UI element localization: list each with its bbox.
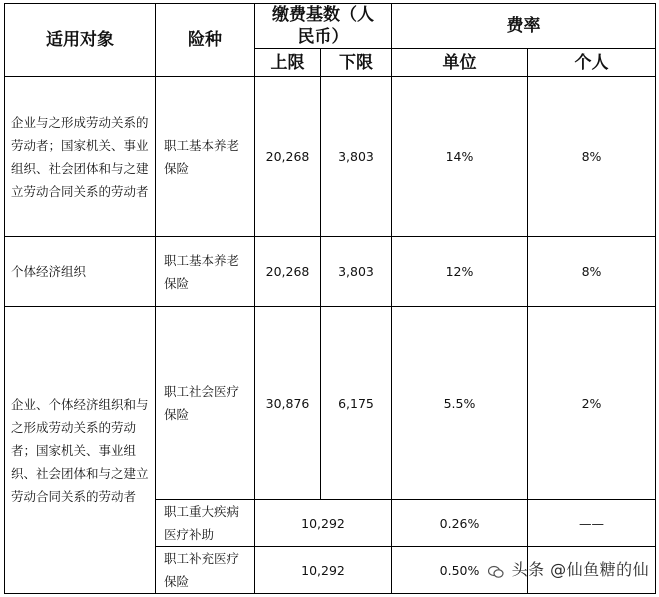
header-individual: 个人 — [528, 49, 656, 77]
individual-rate-cell: 2% — [528, 307, 656, 500]
employer-rate-cell: 0.50% — [392, 547, 528, 594]
lower-cell: 3,803 — [321, 77, 392, 237]
header-upper: 上限 — [255, 49, 321, 77]
employer-rate-cell: 0.26% — [392, 500, 528, 547]
upper-cell: 20,268 — [255, 237, 321, 307]
table-row — [5, 307, 656, 500]
insurance-cell: 职工基本养老保险 — [156, 77, 255, 237]
individual-rate-cell: 8% — [528, 237, 656, 307]
base-cell: 10,292 — [255, 500, 392, 547]
target-cell: 企业、个体经济组织和与之形成劳动关系的劳动者；国家机关、事业组织、社会团体和与之建立劳动合同关系的劳动者 — [5, 307, 156, 594]
header-lower: 下限 — [321, 49, 392, 77]
insurance-rate-table — [4, 3, 656, 594]
individual-rate-cell: —— — [528, 500, 656, 547]
insurance-cell: 职工基本养老保险 — [156, 237, 255, 307]
header-target: 适用对象 — [5, 4, 156, 77]
table-row — [5, 77, 656, 237]
upper-cell: 30,876 — [255, 307, 321, 500]
header-rate: 费率 — [392, 4, 656, 49]
header-base: 缴费基数（人民币） — [255, 4, 392, 49]
employer-rate-cell: 12% — [392, 237, 528, 307]
employer-rate-cell: 14% — [392, 77, 528, 237]
header-row-1 — [5, 4, 656, 49]
insurance-cell: 职工补充医疗保险 — [156, 547, 255, 594]
insurance-cell: 职工社会医疗保险 — [156, 307, 255, 500]
upper-cell: 20,268 — [255, 77, 321, 237]
target-cell: 个体经济组织 — [5, 237, 156, 307]
insurance-cell: 职工重大疾病医疗补助 — [156, 500, 255, 547]
header-insurance: 险种 — [156, 4, 255, 77]
target-cell: 企业与之形成劳动关系的劳动者；国家机关、事业组织、社会团体和与之建立劳动合同关系的劳动者 — [5, 77, 156, 237]
employer-rate-cell: 5.5% — [392, 307, 528, 500]
lower-cell: 6,175 — [321, 307, 392, 500]
base-cell: 10,292 — [255, 547, 392, 594]
header-employer: 单位 — [392, 49, 528, 77]
watermark-text: 头条 @仙鱼糖的仙 — [511, 560, 650, 579]
table-row — [5, 237, 656, 307]
wechat-like-logo-icon — [488, 564, 504, 578]
lower-cell: 3,803 — [321, 237, 392, 307]
watermark — [488, 557, 649, 580]
individual-rate-cell: 8% — [528, 77, 656, 237]
